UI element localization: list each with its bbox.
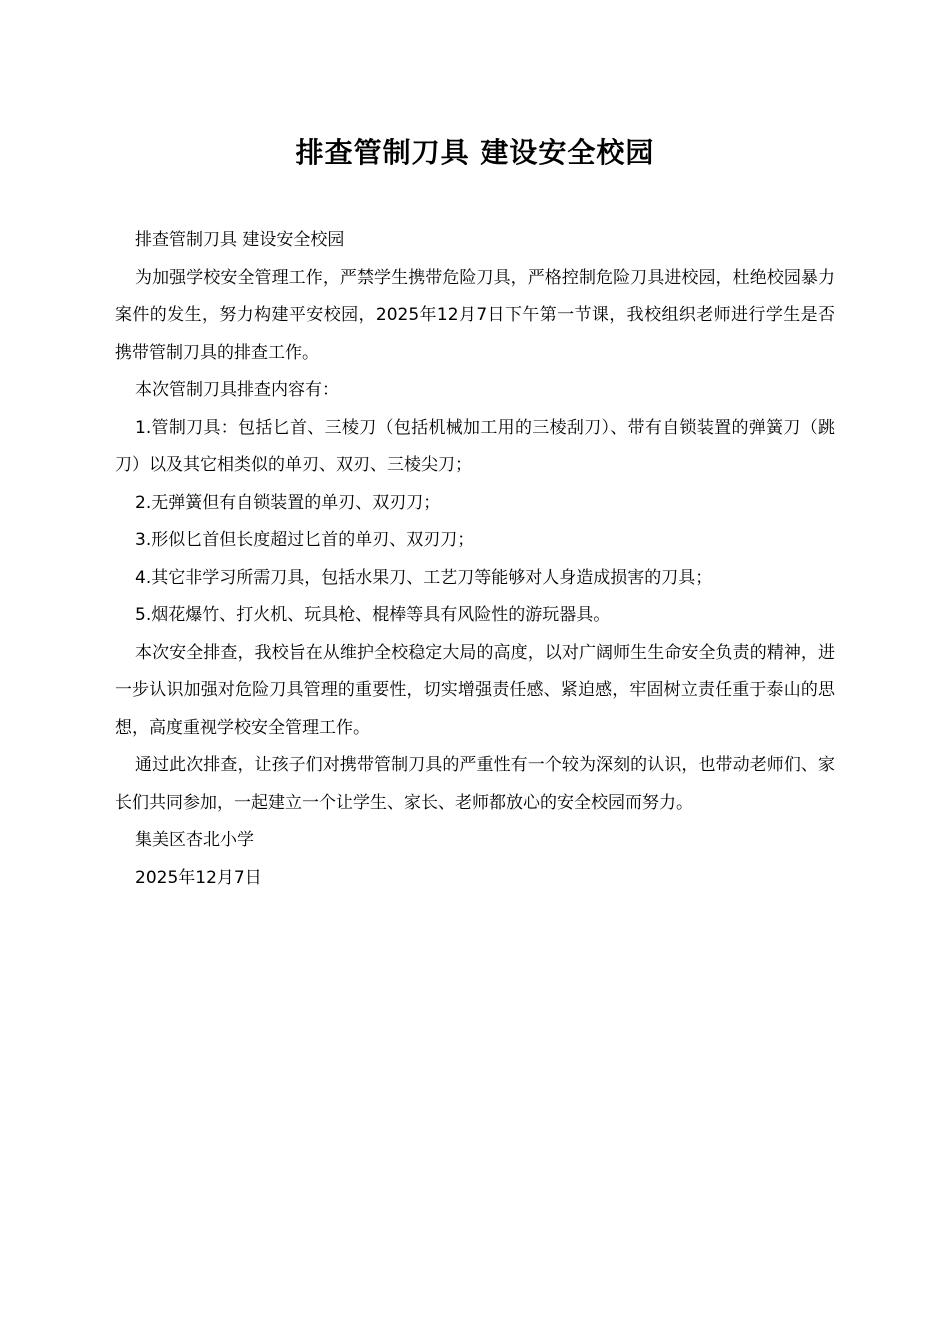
- list-item-5: 5.烟花爆竹、打火机、玩具枪、棍棒等具有风险性的游玩器具。: [135, 605, 611, 625]
- list-item-1: 1.管制刀具：包括匕首、三棱刀（包括机械加工用的三棱刮刀）、带有自锁装置的弹簧刀（跳刀）以及其它相类似的单刃、双刃、三棱尖刀；: [115, 417, 835, 475]
- document-title: 排查管制刀具 建设安全校园: [295, 136, 655, 169]
- list-heading: 本次管制刀具排查内容有：: [135, 380, 339, 400]
- intro-paragraph: 为加强学校安全管理工作，严禁学生携带危险刀具，严格控制危险刀具进校园，杜绝校园暴力案件的发生，努力构建平安校园，2025年12月7日下午第一节课，我校组织老师进行学生是否携带管制刀具的排查工作。: [115, 267, 835, 363]
- purpose-paragraph: 本次安全排查，我校旨在从维护全校稳定大局的高度，以对广阔师生生命安全负责的精神，进一步认识加强对危险刀具管理的重要性，切实增强责任感、紧迫感，牢固树立责任重于泰山的思想，高度重视学校安全管理工作。: [115, 642, 835, 738]
- signature-school: 集美区杏北小学: [135, 830, 254, 850]
- list-item-2: 2.无弹簧但有自锁装置的单刃、双刃刀；: [135, 492, 441, 513]
- document-subtitle: 排查管制刀具 建设安全校园: [135, 230, 345, 250]
- list-item-3: 3.形似匕首但长度超过匕首的单刃、双刃刀；: [135, 530, 475, 550]
- closing-paragraph: 通过此次排查，让孩子们对携带管制刀具的严重性有一个较为深刻的认识，也带动老师们、家长们共同参加，一起建立一个让学生、家长、老师都放心的安全校园而努力。: [115, 755, 835, 813]
- document-body: [115, 222, 835, 897]
- list-item-4: 4.其它非学习所需刀具，包括水果刀、工艺刀等能够对人身造成损害的刀具；: [135, 567, 713, 588]
- signature-date: 2025年12月7日: [135, 867, 262, 888]
